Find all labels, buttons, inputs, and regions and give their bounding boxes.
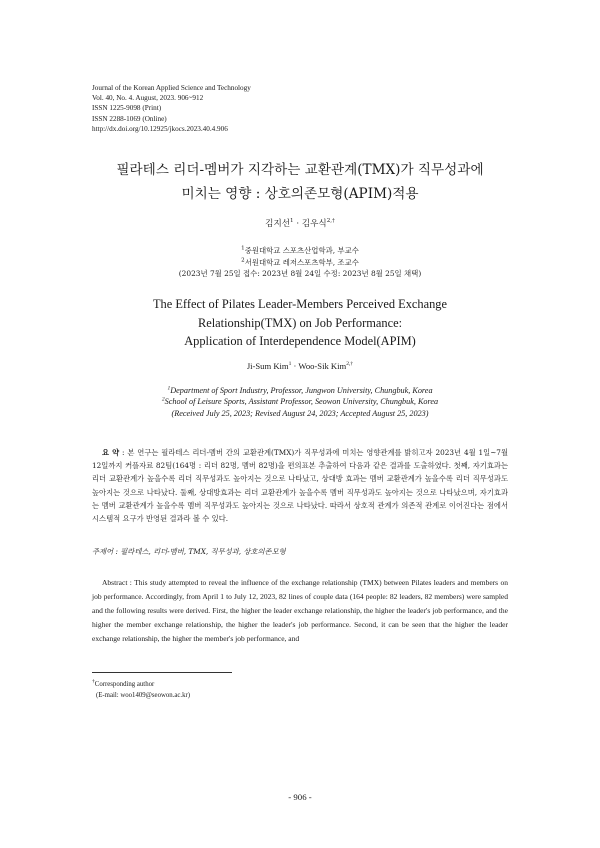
english-abstract-text: : This study attempted to reveal the influence of the exchange relationship (TMX) between Pilates leaders and members on job performance. Accordingly, from April 1 to July 12, 2023, 82 lines of couple data (164 people: 82 leaders, 82 members) were sampled and the following results were derived. First, the higher the leader exchange relationship, the higher the leader's job performance, and the higher the member exchange relationship, the higher the leader's job performance. Second, it can be seen that the higher the leader exchange relationship, the higher the member's job performance, and bbox=[92, 578, 508, 643]
english-affil2 bbox=[60, 396, 540, 407]
korean-affil2 bbox=[60, 257, 540, 269]
english-affiliations bbox=[60, 385, 540, 419]
english-author2-sup: 2,† bbox=[346, 361, 354, 368]
english-authors bbox=[60, 361, 540, 371]
footnote-author bbox=[92, 680, 190, 691]
footnote-dagger: † bbox=[92, 678, 95, 685]
english-author1: Ji-Sum Kim bbox=[246, 361, 289, 371]
english-title-line2: Relationship(TMX) on Job Performance: bbox=[197, 315, 403, 330]
journal-volume: Vol. 40, No. 4. August, 2023. 906~912 bbox=[92, 94, 204, 103]
korean-author1: 김지선 bbox=[265, 219, 291, 229]
footnote-label: Corresponding author bbox=[94, 681, 155, 688]
english-title-line1: The Effect of Pilates Leader-Members Perceived Exchange bbox=[152, 297, 447, 311]
english-dates: (Received July 25, 2023; Revised August 24, 2023; Accepted August 25, 2023) bbox=[171, 408, 429, 418]
english-author-separator: · bbox=[291, 361, 299, 371]
korean-affil2-sup: 2 bbox=[241, 257, 245, 264]
footnote-email[interactable]: (E-mail: woo1409@seowon.ac.kr) bbox=[96, 691, 191, 699]
journal-name: Journal of the Korean Applied Science and Technology bbox=[92, 84, 251, 92]
korean-abstract-text: : 본 연구는 필라테스 리더-멤버 간의 교환관계(TMX)가 직무성과에 미치는 영향관계를 밝히고자 2023년 4월 1일~7월 12일까지 커플자료 82팀(164명 : 리더 82명, 멤버 82명)을 편의표본 추출하여 다음과 같은 결과를 도출하였다. 첫째, 자기효과는 리더 교환관계가 높을수록 리더 직무성과도 높아지는 것으로 나타났고, 상대방 효과는 멤버 교환관계가 높을수록 리더 직무성과도 높아지는 것으로 나타났다. 둘째, 상대방효과는 리더 교환관계가 높을수록 멤버 직무성과도 높아지는 것으로 나타났으며, 자기효과는 멤버 교환관계가 높을수록 멤버 직무성과도 높아지는 것으로 나타났다. 따라서 상호적 관계가 의존적 관계로 이어진다는 점에서 시스템적 요구가 반영된 결과라 볼 수 있다. bbox=[92, 448, 508, 524]
issn-online: ISSN 2288-1069 (Online) bbox=[92, 114, 167, 123]
korean-abstract-lead: 요 약 bbox=[102, 448, 120, 457]
korean-author2: 김우식 bbox=[301, 219, 327, 229]
page-number: - 906 - bbox=[288, 792, 312, 802]
korean-affil1-text: 중원대학교 스포츠산업학과, 부교수 bbox=[244, 246, 359, 255]
korean-author2-sup: 2,† bbox=[326, 218, 335, 225]
korean-affil2-text: 서원대학교 레저스포츠학부, 조교수 bbox=[244, 257, 359, 267]
korean-title bbox=[60, 158, 540, 206]
english-affil2-sup: 2 bbox=[161, 396, 165, 403]
korean-authors bbox=[60, 217, 540, 229]
journal-info bbox=[92, 83, 251, 134]
english-author2: Woo-Sik Kim bbox=[298, 361, 347, 371]
korean-affil1 bbox=[60, 245, 540, 257]
korean-author1-sup: 1 bbox=[290, 218, 294, 225]
korean-author-separator: · bbox=[293, 219, 302, 229]
doi-link[interactable]: http://dx.doi.org/10.12925/jkocs.2023.40.4.906 bbox=[92, 124, 228, 133]
english-affil2-text: School of Leisure Sports, Assistant Professor, Seowon University, Chungbuk, Korea bbox=[164, 397, 439, 407]
footnote bbox=[92, 680, 190, 701]
korean-abstract bbox=[92, 446, 508, 525]
korean-affiliations bbox=[60, 245, 540, 280]
korean-dates: (2023년 7월 25일 접수: 2023년 8월 24일 수정: 2023년 8월 25일 채택) bbox=[178, 269, 422, 279]
english-affil1 bbox=[60, 385, 540, 396]
korean-affil1-sup: 1 bbox=[241, 245, 245, 252]
english-affil1-sup: 1 bbox=[167, 385, 171, 392]
english-title bbox=[60, 295, 540, 351]
issn-print: ISSN 1225-9098 (Print) bbox=[92, 104, 162, 113]
english-title-line3: Application of Interdependence Model(APIM) bbox=[184, 334, 416, 348]
english-affil1-text: Department of Sport Industry, Professor, Jungwon University, Chungbuk, Korea bbox=[170, 386, 433, 395]
english-abstract-lead: Abstract bbox=[102, 578, 128, 587]
english-abstract bbox=[92, 576, 508, 646]
english-author1-sup: 1 bbox=[288, 361, 292, 368]
footnote-divider bbox=[92, 672, 232, 673]
korean-title-line1: 필라테스 리더-멤버가 지각하는 교환관계(TMX)가 직무성과에 bbox=[116, 162, 484, 178]
korean-keywords: 주제어 : 필라테스, 리더-멤버, TMX, 직무성과, 상호의존모형 bbox=[92, 547, 286, 556]
korean-title-line2: 미치는 영향 : 상호의존모형(APIM)적용 bbox=[181, 186, 419, 202]
